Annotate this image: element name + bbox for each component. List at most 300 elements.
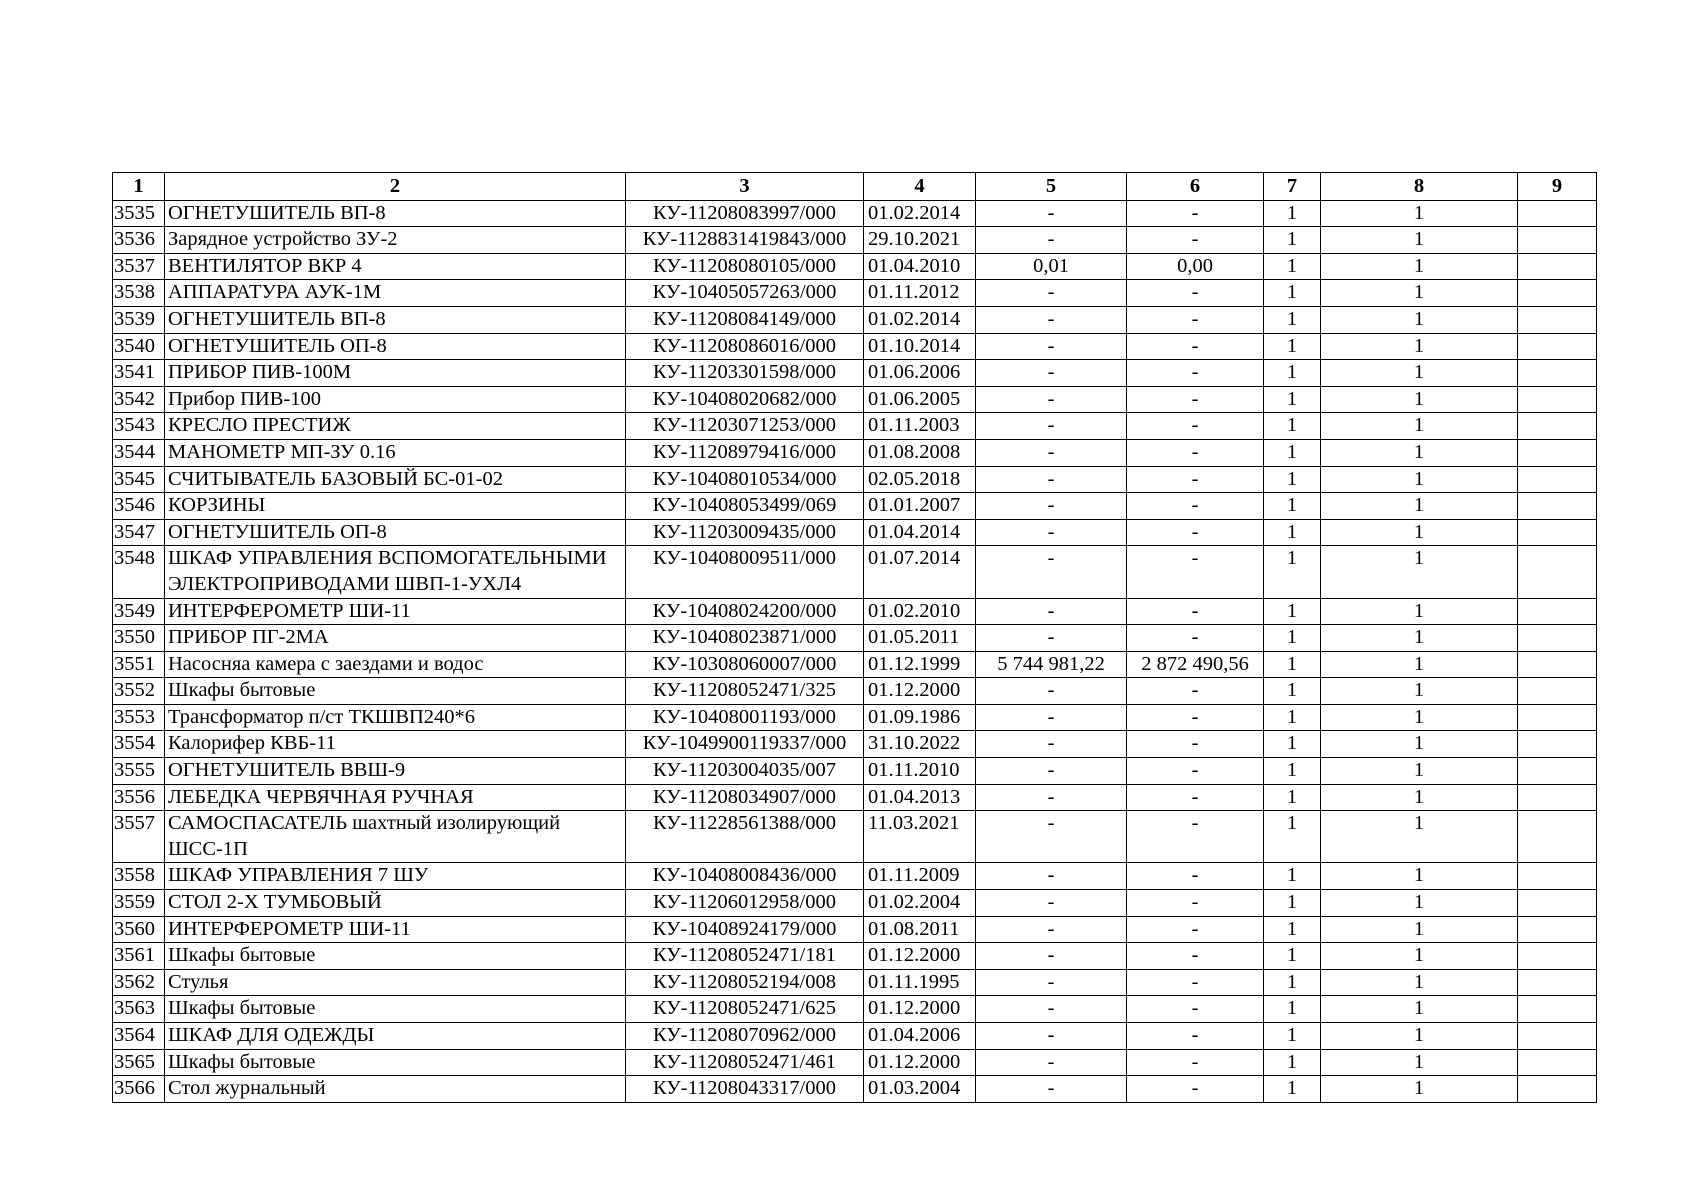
value-col-5: -: [976, 1023, 1127, 1050]
value-col-6: -: [1127, 493, 1264, 520]
qty-col-7: 1: [1264, 651, 1321, 678]
table-row: [113, 306, 1597, 333]
header-col-8: 8: [1321, 173, 1518, 201]
inventory-number: КУ-11208086016/000: [626, 333, 864, 360]
table-row: [113, 916, 1597, 943]
qty-col-8: 1: [1321, 625, 1518, 652]
date-cell: 01.05.2011: [864, 625, 976, 652]
inventory-number: КУ-11208043317/000: [626, 1076, 864, 1103]
qty-col-8: 1: [1321, 386, 1518, 413]
value-col-5: -: [976, 466, 1127, 493]
value-col-6: -: [1127, 546, 1264, 598]
value-col-5: -: [976, 1076, 1127, 1103]
empty-col-9: [1518, 704, 1597, 731]
value-col-5: -: [976, 493, 1127, 520]
empty-col-9: [1518, 758, 1597, 785]
value-col-5: -: [976, 360, 1127, 387]
inventory-number: КУ-11206012958/000: [626, 890, 864, 917]
inventory-number: КУ-11208084149/000: [626, 306, 864, 333]
inventory-table: [112, 172, 1597, 1103]
empty-col-9: [1518, 519, 1597, 546]
table-row: [113, 678, 1597, 705]
qty-col-7: 1: [1264, 890, 1321, 917]
date-cell: 01.12.2000: [864, 943, 976, 970]
empty-col-9: [1518, 360, 1597, 387]
empty-col-9: [1518, 1049, 1597, 1076]
date-cell: 01.11.2003: [864, 413, 976, 440]
row-number: 3541: [113, 360, 165, 387]
empty-col-9: [1518, 200, 1597, 227]
date-cell: 01.04.2014: [864, 519, 976, 546]
table-row: [113, 625, 1597, 652]
table-row: [113, 1076, 1597, 1103]
empty-col-9: [1518, 439, 1597, 466]
item-name: Шкафы бытовые: [165, 943, 626, 970]
qty-col-8: 1: [1321, 546, 1518, 598]
inventory-number: КУ-10408024200/000: [626, 598, 864, 625]
qty-col-8: 1: [1321, 1076, 1518, 1103]
qty-col-7: 1: [1264, 227, 1321, 254]
row-number: 3542: [113, 386, 165, 413]
item-name: ПРИБОР ПИВ-100М: [165, 360, 626, 387]
table-row: [113, 439, 1597, 466]
value-col-5: -: [976, 519, 1127, 546]
inventory-number: КУ-10408010534/000: [626, 466, 864, 493]
inventory-number: КУ-1049900119337/000: [626, 731, 864, 758]
value-col-5: -: [976, 863, 1127, 890]
date-cell: 01.12.1999: [864, 651, 976, 678]
date-cell: 01.11.2009: [864, 863, 976, 890]
value-col-5: -: [976, 625, 1127, 652]
qty-col-8: 1: [1321, 916, 1518, 943]
value-col-5: -: [976, 598, 1127, 625]
qty-col-8: 1: [1321, 969, 1518, 996]
table-row: [113, 811, 1597, 863]
qty-col-8: 1: [1321, 598, 1518, 625]
empty-col-9: [1518, 1023, 1597, 1050]
qty-col-8: 1: [1321, 360, 1518, 387]
inventory-number: КУ-10408053499/069: [626, 493, 864, 520]
qty-col-8: 1: [1321, 227, 1518, 254]
date-cell: 01.02.2014: [864, 200, 976, 227]
qty-col-7: 1: [1264, 1076, 1321, 1103]
qty-col-8: 1: [1321, 200, 1518, 227]
item-name: САМОСПАСАТЕЛЬ шахтный изолирующий ШСС-1П: [165, 811, 626, 863]
qty-col-8: 1: [1321, 996, 1518, 1023]
value-col-5: -: [976, 784, 1127, 811]
qty-col-8: 1: [1321, 651, 1518, 678]
date-cell: 01.12.2000: [864, 1049, 976, 1076]
item-name: СТОЛ 2-Х ТУМБОВЫЙ: [165, 890, 626, 917]
row-number: 3563: [113, 996, 165, 1023]
qty-col-8: 1: [1321, 943, 1518, 970]
value-col-5: -: [976, 731, 1127, 758]
qty-col-7: 1: [1264, 439, 1321, 466]
value-col-6: -: [1127, 413, 1264, 440]
table-row: [113, 253, 1597, 280]
inventory-number: КУ-10408008436/000: [626, 863, 864, 890]
row-number: 3538: [113, 280, 165, 307]
value-col-5: 5 744 981,22: [976, 651, 1127, 678]
item-name: ШКАФ ДЛЯ ОДЕЖДЫ: [165, 1023, 626, 1050]
item-name: КОРЗИНЫ: [165, 493, 626, 520]
item-name: Зарядное устройство ЗУ-2: [165, 227, 626, 254]
value-col-5: -: [976, 200, 1127, 227]
qty-col-8: 1: [1321, 1023, 1518, 1050]
date-cell: 01.11.2010: [864, 758, 976, 785]
value-col-6: -: [1127, 784, 1264, 811]
inventory-number: КУ-11203009435/000: [626, 519, 864, 546]
table-row: [113, 758, 1597, 785]
qty-col-8: 1: [1321, 306, 1518, 333]
item-name: ОГНЕТУШИТЕЛЬ ОП-8: [165, 333, 626, 360]
value-col-6: -: [1127, 704, 1264, 731]
value-col-5: -: [976, 1049, 1127, 1076]
item-name: Прибор ПИВ-100: [165, 386, 626, 413]
value-col-5: -: [976, 704, 1127, 731]
inventory-number: КУ-10408020682/000: [626, 386, 864, 413]
value-col-5: -: [976, 811, 1127, 863]
row-number: 3565: [113, 1049, 165, 1076]
inventory-number: КУ-1128831419843/000: [626, 227, 864, 254]
value-col-6: 2 872 490,56: [1127, 651, 1264, 678]
value-col-5: -: [976, 546, 1127, 598]
value-col-6: -: [1127, 333, 1264, 360]
table-row: [113, 546, 1597, 598]
qty-col-8: 1: [1321, 253, 1518, 280]
value-col-6: -: [1127, 280, 1264, 307]
value-col-5: -: [976, 227, 1127, 254]
row-number: 3536: [113, 227, 165, 254]
row-number: 3550: [113, 625, 165, 652]
value-col-5: -: [976, 916, 1127, 943]
date-cell: 01.07.2014: [864, 546, 976, 598]
inventory-number: КУ-11228561388/000: [626, 811, 864, 863]
qty-col-8: 1: [1321, 890, 1518, 917]
empty-col-9: [1518, 678, 1597, 705]
inventory-number: КУ-11203301598/000: [626, 360, 864, 387]
qty-col-7: 1: [1264, 1049, 1321, 1076]
qty-col-8: 1: [1321, 784, 1518, 811]
row-number: 3535: [113, 200, 165, 227]
item-name: МАНОМЕТР МП-ЗУ 0.16: [165, 439, 626, 466]
value-col-5: -: [976, 413, 1127, 440]
inventory-number: КУ-10408009511/000: [626, 546, 864, 598]
row-number: 3546: [113, 493, 165, 520]
qty-col-7: 1: [1264, 863, 1321, 890]
qty-col-7: 1: [1264, 280, 1321, 307]
inventory-number: КУ-11208034907/000: [626, 784, 864, 811]
table-row: [113, 704, 1597, 731]
qty-col-7: 1: [1264, 758, 1321, 785]
table-row: [113, 943, 1597, 970]
table-row: [113, 1049, 1597, 1076]
value-col-6: -: [1127, 811, 1264, 863]
value-col-6: -: [1127, 1076, 1264, 1103]
inventory-number: КУ-10405057263/000: [626, 280, 864, 307]
qty-col-7: 1: [1264, 1023, 1321, 1050]
row-number: 3554: [113, 731, 165, 758]
value-col-6: -: [1127, 678, 1264, 705]
table-row: [113, 386, 1597, 413]
row-number: 3564: [113, 1023, 165, 1050]
row-number: 3547: [113, 519, 165, 546]
qty-col-7: 1: [1264, 546, 1321, 598]
inventory-number: КУ-11203071253/000: [626, 413, 864, 440]
value-col-5: 0,01: [976, 253, 1127, 280]
header-col-1: 1: [113, 173, 165, 201]
item-name: ИНТЕРФЕРОМЕТР ШИ-11: [165, 598, 626, 625]
row-number: 3540: [113, 333, 165, 360]
table-body: [113, 200, 1597, 1102]
value-col-6: -: [1127, 466, 1264, 493]
date-cell: 01.04.2013: [864, 784, 976, 811]
inventory-number: КУ-10408023871/000: [626, 625, 864, 652]
date-cell: 01.01.2007: [864, 493, 976, 520]
item-name: Насосняа камера с заездами и водос: [165, 651, 626, 678]
row-number: 3561: [113, 943, 165, 970]
header-col-7: 7: [1264, 173, 1321, 201]
empty-col-9: [1518, 546, 1597, 598]
value-col-5: -: [976, 280, 1127, 307]
row-number: 3544: [113, 439, 165, 466]
qty-col-7: 1: [1264, 811, 1321, 863]
value-col-6: -: [1127, 731, 1264, 758]
qty-col-8: 1: [1321, 758, 1518, 785]
empty-col-9: [1518, 1076, 1597, 1103]
empty-col-9: [1518, 651, 1597, 678]
header-col-4: 4: [864, 173, 976, 201]
value-col-6: 0,00: [1127, 253, 1264, 280]
table-row: [113, 598, 1597, 625]
inventory-number: КУ-11208070962/000: [626, 1023, 864, 1050]
item-name: Шкафы бытовые: [165, 678, 626, 705]
header-col-5: 5: [976, 173, 1127, 201]
value-col-6: -: [1127, 625, 1264, 652]
inventory-number: КУ-11208052471/181: [626, 943, 864, 970]
item-name: Шкафы бытовые: [165, 1049, 626, 1076]
header-col-2: 2: [165, 173, 626, 201]
date-cell: 01.03.2004: [864, 1076, 976, 1103]
item-name: ШКАФ УПРАВЛЕНИЯ 7 ШУ: [165, 863, 626, 890]
item-name: Стулья: [165, 969, 626, 996]
empty-col-9: [1518, 916, 1597, 943]
value-col-5: -: [976, 996, 1127, 1023]
inventory-number: КУ-11208052194/008: [626, 969, 864, 996]
item-name: ОГНЕТУШИТЕЛЬ ВП-8: [165, 200, 626, 227]
qty-col-7: 1: [1264, 466, 1321, 493]
date-cell: 01.12.2000: [864, 678, 976, 705]
qty-col-7: 1: [1264, 996, 1321, 1023]
qty-col-8: 1: [1321, 413, 1518, 440]
value-col-6: -: [1127, 1023, 1264, 1050]
value-col-6: -: [1127, 1049, 1264, 1076]
date-cell: 01.08.2011: [864, 916, 976, 943]
empty-col-9: [1518, 863, 1597, 890]
empty-col-9: [1518, 811, 1597, 863]
qty-col-8: 1: [1321, 333, 1518, 360]
inventory-number: КУ-10308060007/000: [626, 651, 864, 678]
date-cell: 01.06.2005: [864, 386, 976, 413]
qty-col-8: 1: [1321, 466, 1518, 493]
table-header: [113, 173, 1597, 201]
inventory-number: КУ-10408924179/000: [626, 916, 864, 943]
table-row: [113, 227, 1597, 254]
qty-col-8: 1: [1321, 1049, 1518, 1076]
table-row: [113, 784, 1597, 811]
qty-col-8: 1: [1321, 863, 1518, 890]
table-row: [113, 493, 1597, 520]
date-cell: 01.02.2010: [864, 598, 976, 625]
item-name: ОГНЕТУШИТЕЛЬ ВВШ-9: [165, 758, 626, 785]
header-col-9: 9: [1518, 173, 1597, 201]
empty-col-9: [1518, 253, 1597, 280]
value-col-6: -: [1127, 863, 1264, 890]
empty-col-9: [1518, 625, 1597, 652]
item-name: Шкафы бытовые: [165, 996, 626, 1023]
qty-col-7: 1: [1264, 943, 1321, 970]
row-number: 3539: [113, 306, 165, 333]
qty-col-7: 1: [1264, 253, 1321, 280]
qty-col-7: 1: [1264, 598, 1321, 625]
table-row: [113, 200, 1597, 227]
date-cell: 01.02.2004: [864, 890, 976, 917]
empty-col-9: [1518, 386, 1597, 413]
inventory-number: КУ-11208052471/325: [626, 678, 864, 705]
value-col-5: -: [976, 333, 1127, 360]
header-row: [113, 173, 1597, 201]
empty-col-9: [1518, 227, 1597, 254]
value-col-6: -: [1127, 386, 1264, 413]
value-col-6: -: [1127, 890, 1264, 917]
value-col-6: -: [1127, 598, 1264, 625]
inventory-number: КУ-11203004035/007: [626, 758, 864, 785]
row-number: 3552: [113, 678, 165, 705]
empty-col-9: [1518, 969, 1597, 996]
value-col-5: -: [976, 758, 1127, 785]
row-number: 3537: [113, 253, 165, 280]
table-row: [113, 333, 1597, 360]
table-row: [113, 651, 1597, 678]
inventory-number: КУ-10408001193/000: [626, 704, 864, 731]
table-row: [113, 1023, 1597, 1050]
value-col-6: -: [1127, 360, 1264, 387]
qty-col-8: 1: [1321, 811, 1518, 863]
qty-col-7: 1: [1264, 678, 1321, 705]
table-row: [113, 996, 1597, 1023]
item-name: Калорифер КВБ-11: [165, 731, 626, 758]
value-col-6: -: [1127, 943, 1264, 970]
header-col-6: 6: [1127, 173, 1264, 201]
value-col-6: -: [1127, 969, 1264, 996]
value-col-6: -: [1127, 916, 1264, 943]
qty-col-7: 1: [1264, 969, 1321, 996]
qty-col-8: 1: [1321, 280, 1518, 307]
table-row: [113, 466, 1597, 493]
empty-col-9: [1518, 890, 1597, 917]
empty-col-9: [1518, 306, 1597, 333]
empty-col-9: [1518, 493, 1597, 520]
value-col-5: -: [976, 678, 1127, 705]
row-number: 3562: [113, 969, 165, 996]
row-number: 3556: [113, 784, 165, 811]
qty-col-8: 1: [1321, 493, 1518, 520]
date-cell: 11.03.2021: [864, 811, 976, 863]
row-number: 3566: [113, 1076, 165, 1103]
item-name: ШКАФ УПРАВЛЕНИЯ ВСПОМОГАТЕЛЬНЫМИ ЭЛЕКТРОПРИВОДАМИ ШВП-1-УХЛ4: [165, 546, 626, 598]
row-number: 3543: [113, 413, 165, 440]
qty-col-7: 1: [1264, 360, 1321, 387]
value-col-6: -: [1127, 439, 1264, 466]
value-col-6: -: [1127, 227, 1264, 254]
value-col-6: -: [1127, 519, 1264, 546]
date-cell: 01.08.2008: [864, 439, 976, 466]
qty-col-8: 1: [1321, 678, 1518, 705]
empty-col-9: [1518, 784, 1597, 811]
table-row: [113, 360, 1597, 387]
value-col-6: -: [1127, 200, 1264, 227]
row-number: 3558: [113, 863, 165, 890]
qty-col-7: 1: [1264, 333, 1321, 360]
qty-col-7: 1: [1264, 306, 1321, 333]
value-col-5: -: [976, 386, 1127, 413]
row-number: 3545: [113, 466, 165, 493]
table-row: [113, 413, 1597, 440]
value-col-6: -: [1127, 306, 1264, 333]
date-cell: 01.09.1986: [864, 704, 976, 731]
date-cell: 01.06.2006: [864, 360, 976, 387]
inventory-number: КУ-11208052471/625: [626, 996, 864, 1023]
qty-col-7: 1: [1264, 731, 1321, 758]
row-number: 3555: [113, 758, 165, 785]
empty-col-9: [1518, 466, 1597, 493]
date-cell: 31.10.2022: [864, 731, 976, 758]
row-number: 3551: [113, 651, 165, 678]
row-number: 3553: [113, 704, 165, 731]
item-name: ВЕНТИЛЯТОР ВКР 4: [165, 253, 626, 280]
inventory-number: КУ-11208083997/000: [626, 200, 864, 227]
item-name: ПРИБОР ПГ-2МА: [165, 625, 626, 652]
item-name: АППАРАТУРА АУК-1М: [165, 280, 626, 307]
qty-col-7: 1: [1264, 200, 1321, 227]
row-number: 3557: [113, 811, 165, 863]
empty-col-9: [1518, 943, 1597, 970]
row-number: 3559: [113, 890, 165, 917]
qty-col-8: 1: [1321, 704, 1518, 731]
date-cell: 01.11.1995: [864, 969, 976, 996]
table-row: [113, 890, 1597, 917]
empty-col-9: [1518, 280, 1597, 307]
date-cell: 01.02.2014: [864, 306, 976, 333]
item-name: Трансформатор п/ст ТКШВП240*6: [165, 704, 626, 731]
qty-col-7: 1: [1264, 519, 1321, 546]
row-number: 3549: [113, 598, 165, 625]
qty-col-7: 1: [1264, 413, 1321, 440]
qty-col-7: 1: [1264, 493, 1321, 520]
value-col-6: -: [1127, 996, 1264, 1023]
item-name: СЧИТЫВАТЕЛЬ БАЗОВЫЙ БС-01-02: [165, 466, 626, 493]
inventory-number: КУ-11208979416/000: [626, 439, 864, 466]
date-cell: 29.10.2021: [864, 227, 976, 254]
item-name: ИНТЕРФЕРОМЕТР ШИ-11: [165, 916, 626, 943]
value-col-6: -: [1127, 758, 1264, 785]
table-row: [113, 280, 1597, 307]
date-cell: 02.05.2018: [864, 466, 976, 493]
header-col-3: 3: [626, 173, 864, 201]
qty-col-7: 1: [1264, 386, 1321, 413]
qty-col-7: 1: [1264, 625, 1321, 652]
item-name: Стол журнальный: [165, 1076, 626, 1103]
